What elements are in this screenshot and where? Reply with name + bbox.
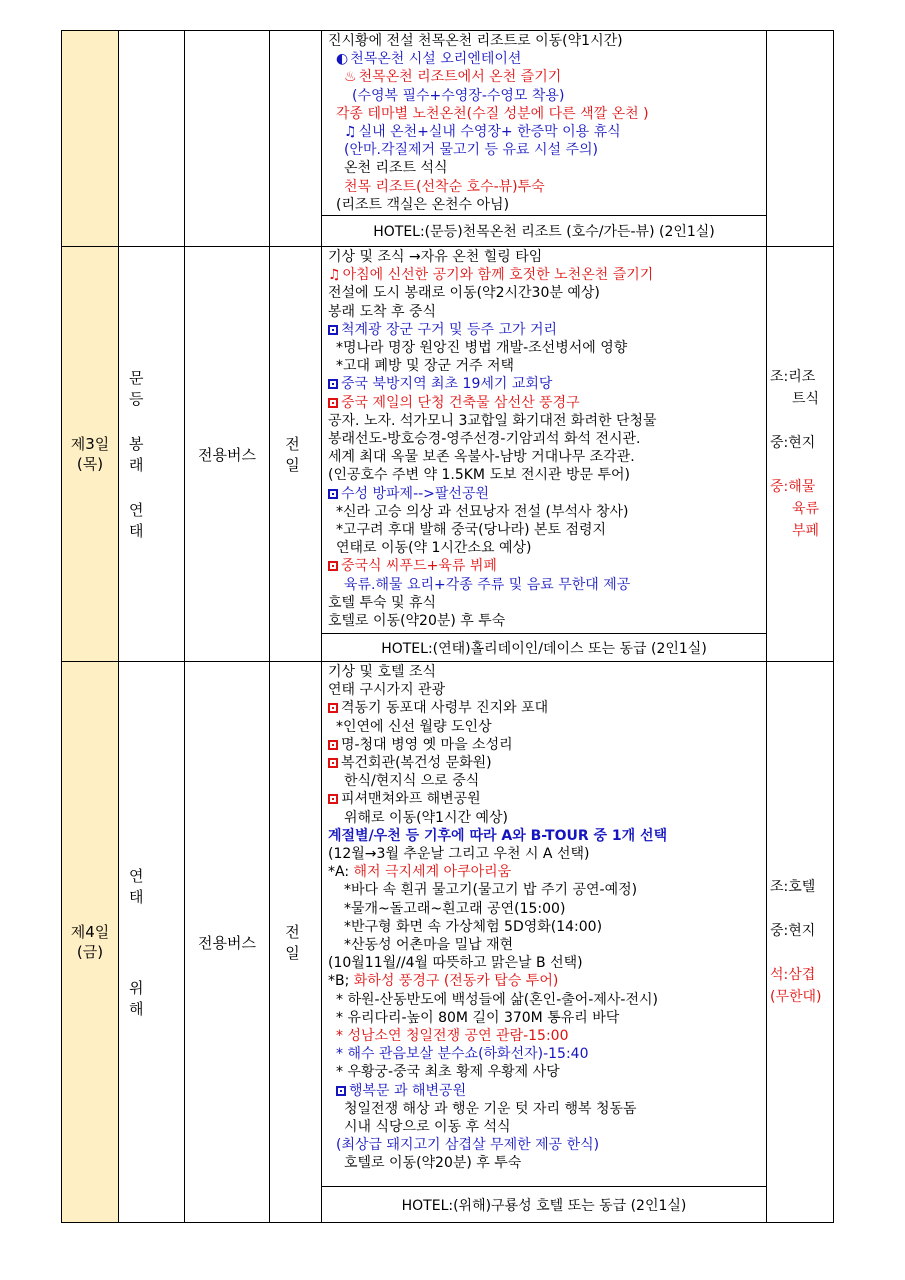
meal-line: 중:해물 <box>770 479 816 495</box>
schedule-line <box>328 1063 762 1081</box>
schedule-line-text: (인공호수 주변 약 1.5KM 도보 전시관 방문 투어) <box>328 467 630 484</box>
day2-time-cell <box>270 31 322 247</box>
square-bullet-icon <box>328 794 338 804</box>
schedule-line-text: 중국식 씨푸드+육류 뷔페 <box>341 558 497 575</box>
schedule-line-text: *신라 고승 의상 과 선묘낭자 전설 (부석사 창사) <box>336 503 629 520</box>
schedule-line-text: 호텔로 이동(약20분) 후 투숙 <box>344 1155 522 1172</box>
day4-day-cell <box>62 662 119 1223</box>
day4-place-1: 연 태 <box>129 867 158 906</box>
schedule-line <box>328 991 762 1009</box>
schedule-line <box>328 954 762 972</box>
schedule-line-text: 연태 구시가지 관광 <box>328 682 446 699</box>
schedule-line <box>328 87 762 105</box>
day4-hotel: HOTEL:(위해)구룡성 호텔 또는 동급 (2인1실) <box>322 1187 767 1223</box>
day2-place-cell <box>119 31 185 247</box>
schedule-line-text: *반구형 화면 속 가상체험 5D영화(14:00) <box>344 918 603 935</box>
schedule-line <box>328 1100 762 1118</box>
schedule-line <box>328 1045 762 1063</box>
music-note-icon: ♫ <box>344 124 357 141</box>
meal-line <box>770 898 833 920</box>
half-circle-icon: ◐ <box>336 51 349 68</box>
meal-line: (무한대) <box>770 989 822 1005</box>
schedule-line <box>328 448 762 466</box>
schedule-line <box>328 1136 762 1154</box>
day3-place-3: 연 태 <box>129 501 158 540</box>
schedule-line <box>328 50 762 68</box>
schedule-line <box>328 196 762 214</box>
day4-schedule-row <box>62 662 834 1187</box>
schedule-line <box>328 699 762 717</box>
schedule-line-text: 기상 및 호텔 조식 <box>328 664 437 680</box>
schedule-line <box>328 863 762 881</box>
day4-transport: 전용버스 <box>185 662 270 1223</box>
schedule-line <box>328 612 762 630</box>
schedule-line-text: 복건회관(복건성 문화원) <box>341 755 492 772</box>
schedule-line-text: *바다 속 흰귀 물고기(물고기 밥 주기 공연-예정) <box>344 882 638 899</box>
schedule-line-text: 호텔로 이동(약20분) 후 투숙 <box>328 613 506 630</box>
schedule-line <box>328 321 762 339</box>
meal-line: 석:삼겹 <box>770 967 816 983</box>
schedule-line <box>328 736 762 754</box>
day2-schedule-row <box>62 31 834 216</box>
day3-schedule-row <box>62 247 834 634</box>
day3-meal-cell <box>767 247 834 662</box>
square-bullet-icon <box>328 758 338 768</box>
meal-line: 중:현지 <box>770 435 816 451</box>
schedule-line <box>328 394 762 412</box>
schedule-line-text: 진시황에 전설 천목온천 리조트로 이동(약1시간) <box>328 33 623 49</box>
schedule-line-text: * 유리다리-높이 80M 길이 370M 통유리 바닥 <box>336 1009 620 1026</box>
schedule-line <box>328 557 762 575</box>
day3-day-label: 제3일 <box>70 435 110 453</box>
schedule-line-text: 봉래 도착 후 중식 <box>328 303 437 320</box>
schedule-line <box>328 594 762 612</box>
schedule-line-text: 천목온천 시설 오리엔테이션 <box>350 51 522 68</box>
schedule-line <box>328 790 762 808</box>
schedule-line <box>328 809 762 827</box>
schedule-line-text: 위해로 이동(약1시간 예상) <box>344 809 508 826</box>
schedule-line <box>328 466 762 484</box>
schedule-line <box>328 1118 762 1136</box>
day3-hotel: HOTEL:(연태)홀리데이인/데이스 또는 동급 (2인1실) <box>322 634 767 662</box>
schedule-line-text: 공자. 노자. 석가모니 3교합일 화기대전 화려한 단청물 <box>328 412 657 429</box>
schedule-line <box>328 284 762 302</box>
square-bullet-icon <box>328 379 338 389</box>
schedule-line <box>328 375 762 393</box>
schedule-line-text: 천목온천 리조트에서 온천 즐기기 <box>358 69 562 86</box>
itinerary-table <box>61 30 834 1223</box>
schedule-line <box>328 1009 762 1027</box>
day2-hotel: HOTEL:(문등)천목온천 리조트 (호수/가든-뷰) (2인1실) <box>322 216 767 247</box>
schedule-line-text: * 하원-산동반도에 백성들에 삶(혼인-출어-제사-전시) <box>336 991 658 1008</box>
day3-place-2: 봉 래 <box>129 435 158 474</box>
day2-schedule-cell <box>322 31 767 216</box>
day3-day-cell <box>62 247 119 662</box>
day3-place-1: 문 등 <box>129 369 158 408</box>
schedule-line <box>328 266 762 284</box>
schedule-line-text: 격동기 동포대 사령부 진지와 포대 <box>341 700 549 717</box>
schedule-line-text: 중국 제일의 단청 건축물 삼선산 풍경구 <box>341 394 580 411</box>
schedule-line-text: *물개~돌고래~흰고래 공연(15:00) <box>344 900 566 917</box>
square-bullet-icon <box>336 1086 346 1096</box>
schedule-line <box>328 900 762 918</box>
schedule-line <box>328 918 762 936</box>
schedule-line-text: *명나라 명장 원앙진 병법 개발-조선병서에 영향 <box>336 340 628 357</box>
schedule-line-text: 중국 북방지역 최초 19세기 교회당 <box>341 376 553 393</box>
square-bullet-icon <box>328 489 338 499</box>
schedule-line <box>328 972 762 990</box>
schedule-line-text: 피셔맨쳐와프 해변공원 <box>341 791 481 808</box>
schedule-line-text: 청일전쟁 해상 과 행운 기운 텃 자리 행복 청동돔 <box>344 1100 637 1117</box>
schedule-line <box>328 754 762 772</box>
day3-place-cell <box>119 247 185 662</box>
music-note-icon: ♫ <box>328 267 341 284</box>
schedule-line-text: 행복문 과 해변공원 <box>349 1082 467 1099</box>
schedule-line-text: 척계광 장군 구거 및 등주 고가 거리 <box>341 321 558 338</box>
square-bullet-icon <box>328 703 338 713</box>
meal-line: 육류 <box>792 501 820 517</box>
meal-line: 중:현지 <box>770 923 816 939</box>
schedule-line <box>328 430 762 448</box>
schedule-line-text: 실내 온천+실내 수영장+ 한증막 이용 휴식 <box>358 124 621 141</box>
schedule-line-text: *고구려 후대 발해 중국(당나라) 본토 점령지 <box>336 522 607 539</box>
meal-line: 트식 <box>792 391 820 407</box>
meal-line <box>770 410 833 432</box>
schedule-line-text: (12월→3월 추운날 그리고 우천 시 A 선택) <box>328 846 590 863</box>
schedule-line <box>328 772 762 790</box>
schedule-line-text: *B; 화하성 풍경구 (전동카 탑승 투어) <box>328 973 559 990</box>
day3-time: 전 일 <box>270 247 322 662</box>
schedule-line-text: (안마.각질제거 물고기 등 유료 시설 주의) <box>344 142 599 159</box>
meal-line: 부페 <box>792 523 820 539</box>
schedule-line-text: * 우황궁-중국 최초 황제 우황제 사당 <box>336 1064 560 1081</box>
schedule-line-text: *A: 해저 극지세계 아쿠아리움 <box>328 864 512 881</box>
schedule-line <box>328 32 762 50</box>
schedule-line <box>328 123 762 141</box>
schedule-line <box>328 936 762 954</box>
day4-place-2: 위 해 <box>129 979 158 1018</box>
schedule-line-text: 전설에 도시 봉래로 이동(약2시간30분 예상) <box>328 285 600 302</box>
schedule-line-text: 육류.해물 요리+각종 주류 및 음료 무한대 제공 <box>344 576 631 593</box>
schedule-line <box>328 339 762 357</box>
schedule-line-text: 연태로 이동(약 1시간소요 예상) <box>336 540 532 557</box>
schedule-line <box>328 105 762 123</box>
schedule-line <box>328 681 762 699</box>
square-bullet-icon <box>328 740 338 750</box>
schedule-line-text: 수성 방파제-->팔선공원 <box>341 485 489 502</box>
schedule-line <box>328 503 762 521</box>
schedule-line <box>328 357 762 375</box>
schedule-line-text: * 해수 관음보살 분수쇼(하화선자)-15:40 <box>336 1046 589 1063</box>
schedule-line-text: 계절별/우천 등 기후에 따라 A와 B-TOUR 중 1개 선택 <box>328 827 668 844</box>
schedule-line <box>328 539 762 557</box>
schedule-line <box>328 178 762 196</box>
schedule-line <box>328 827 762 845</box>
day3-schedule-cell <box>322 247 767 634</box>
schedule-line-text: *인연에 신선 월량 도인상 <box>336 718 492 735</box>
schedule-line <box>328 485 762 503</box>
day2-transport-cell <box>185 31 270 247</box>
day2-day-cell <box>62 31 119 247</box>
hot-spring-icon: ♨ <box>344 69 357 86</box>
schedule-line <box>328 412 762 430</box>
schedule-line-text: 시내 식당으로 이동 후 석식 <box>344 1119 511 1136</box>
day3-weekday: (목) <box>76 455 104 473</box>
meal-line: 조:호텔 <box>770 879 816 895</box>
square-bullet-icon <box>328 561 338 571</box>
schedule-line <box>328 881 762 899</box>
day4-meal-cell <box>767 662 834 1223</box>
schedule-line-text: 천목 리조트(선착순 호수-뷰)투숙 <box>344 178 545 195</box>
schedule-line <box>328 248 762 266</box>
schedule-line <box>328 1027 762 1045</box>
schedule-line <box>328 576 762 594</box>
schedule-line <box>328 68 762 86</box>
schedule-line-text: (수영복 필수+수영장-수영모 착용) <box>352 87 565 104</box>
day4-schedule-cell <box>322 662 767 1187</box>
schedule-line <box>328 159 762 177</box>
meal-line <box>770 942 833 964</box>
schedule-line-text: * 성남소연 청일전쟁 공연 관람-15:00 <box>336 1028 569 1045</box>
schedule-line <box>328 521 762 539</box>
schedule-line-text: *고대 폐방 및 장군 거주 저택 <box>336 358 515 375</box>
schedule-line-text: (리조트 객실은 온천수 아님) <box>336 196 510 213</box>
day4-day-label: 제4일 <box>70 923 110 941</box>
schedule-line-text: 기상 및 조식 →자유 온천 힐링 타임 <box>328 249 543 265</box>
schedule-line <box>328 718 762 736</box>
square-bullet-icon <box>328 398 338 408</box>
schedule-line-text: 봉래선도-방호승경-영주선경-기암괴석 화석 전시관. <box>328 431 641 448</box>
schedule-line <box>328 1082 762 1100</box>
day4-weekday: (금) <box>76 943 104 961</box>
schedule-line-text: 아침에 신선한 공기와 함께 호젓한 노천온천 즐기기 <box>342 267 654 284</box>
day4-place-cell <box>119 662 185 1223</box>
schedule-line <box>328 663 762 681</box>
schedule-line-text: 한식/현지식 으로 중식 <box>344 773 480 790</box>
schedule-line <box>328 1154 762 1172</box>
schedule-line-text: 세계 최대 옥물 보존 옥불사-남방 거대나무 조각관. <box>328 449 635 466</box>
schedule-line <box>328 303 762 321</box>
schedule-line-text: (최상급 돼지고기 삼겹살 무제한 제공 한식) <box>336 1137 600 1154</box>
meal-line: 조:리조 <box>770 369 816 385</box>
schedule-line <box>328 141 762 159</box>
meal-line <box>770 454 833 476</box>
schedule-line-text: 명-청대 병영 옛 마을 소성리 <box>341 736 513 753</box>
schedule-line-text: 호텔 투숙 및 휴식 <box>328 594 437 611</box>
schedule-line-text: 각종 테마별 노천온천(수질 성분에 다른 색깔 온천 ) <box>336 105 649 122</box>
day4-time: 전 일 <box>270 662 322 1223</box>
square-bullet-icon <box>328 325 338 335</box>
day3-transport: 전용버스 <box>185 247 270 662</box>
schedule-line <box>328 845 762 863</box>
schedule-line-text: (10월11월//4월 따뜻하고 맑은날 B 선택) <box>328 955 583 972</box>
schedule-line-text: *산동성 어촌마을 밀납 재현 <box>344 937 514 954</box>
schedule-line-text: 온천 리조트 석식 <box>344 160 448 177</box>
day2-meal-cell <box>767 31 834 247</box>
